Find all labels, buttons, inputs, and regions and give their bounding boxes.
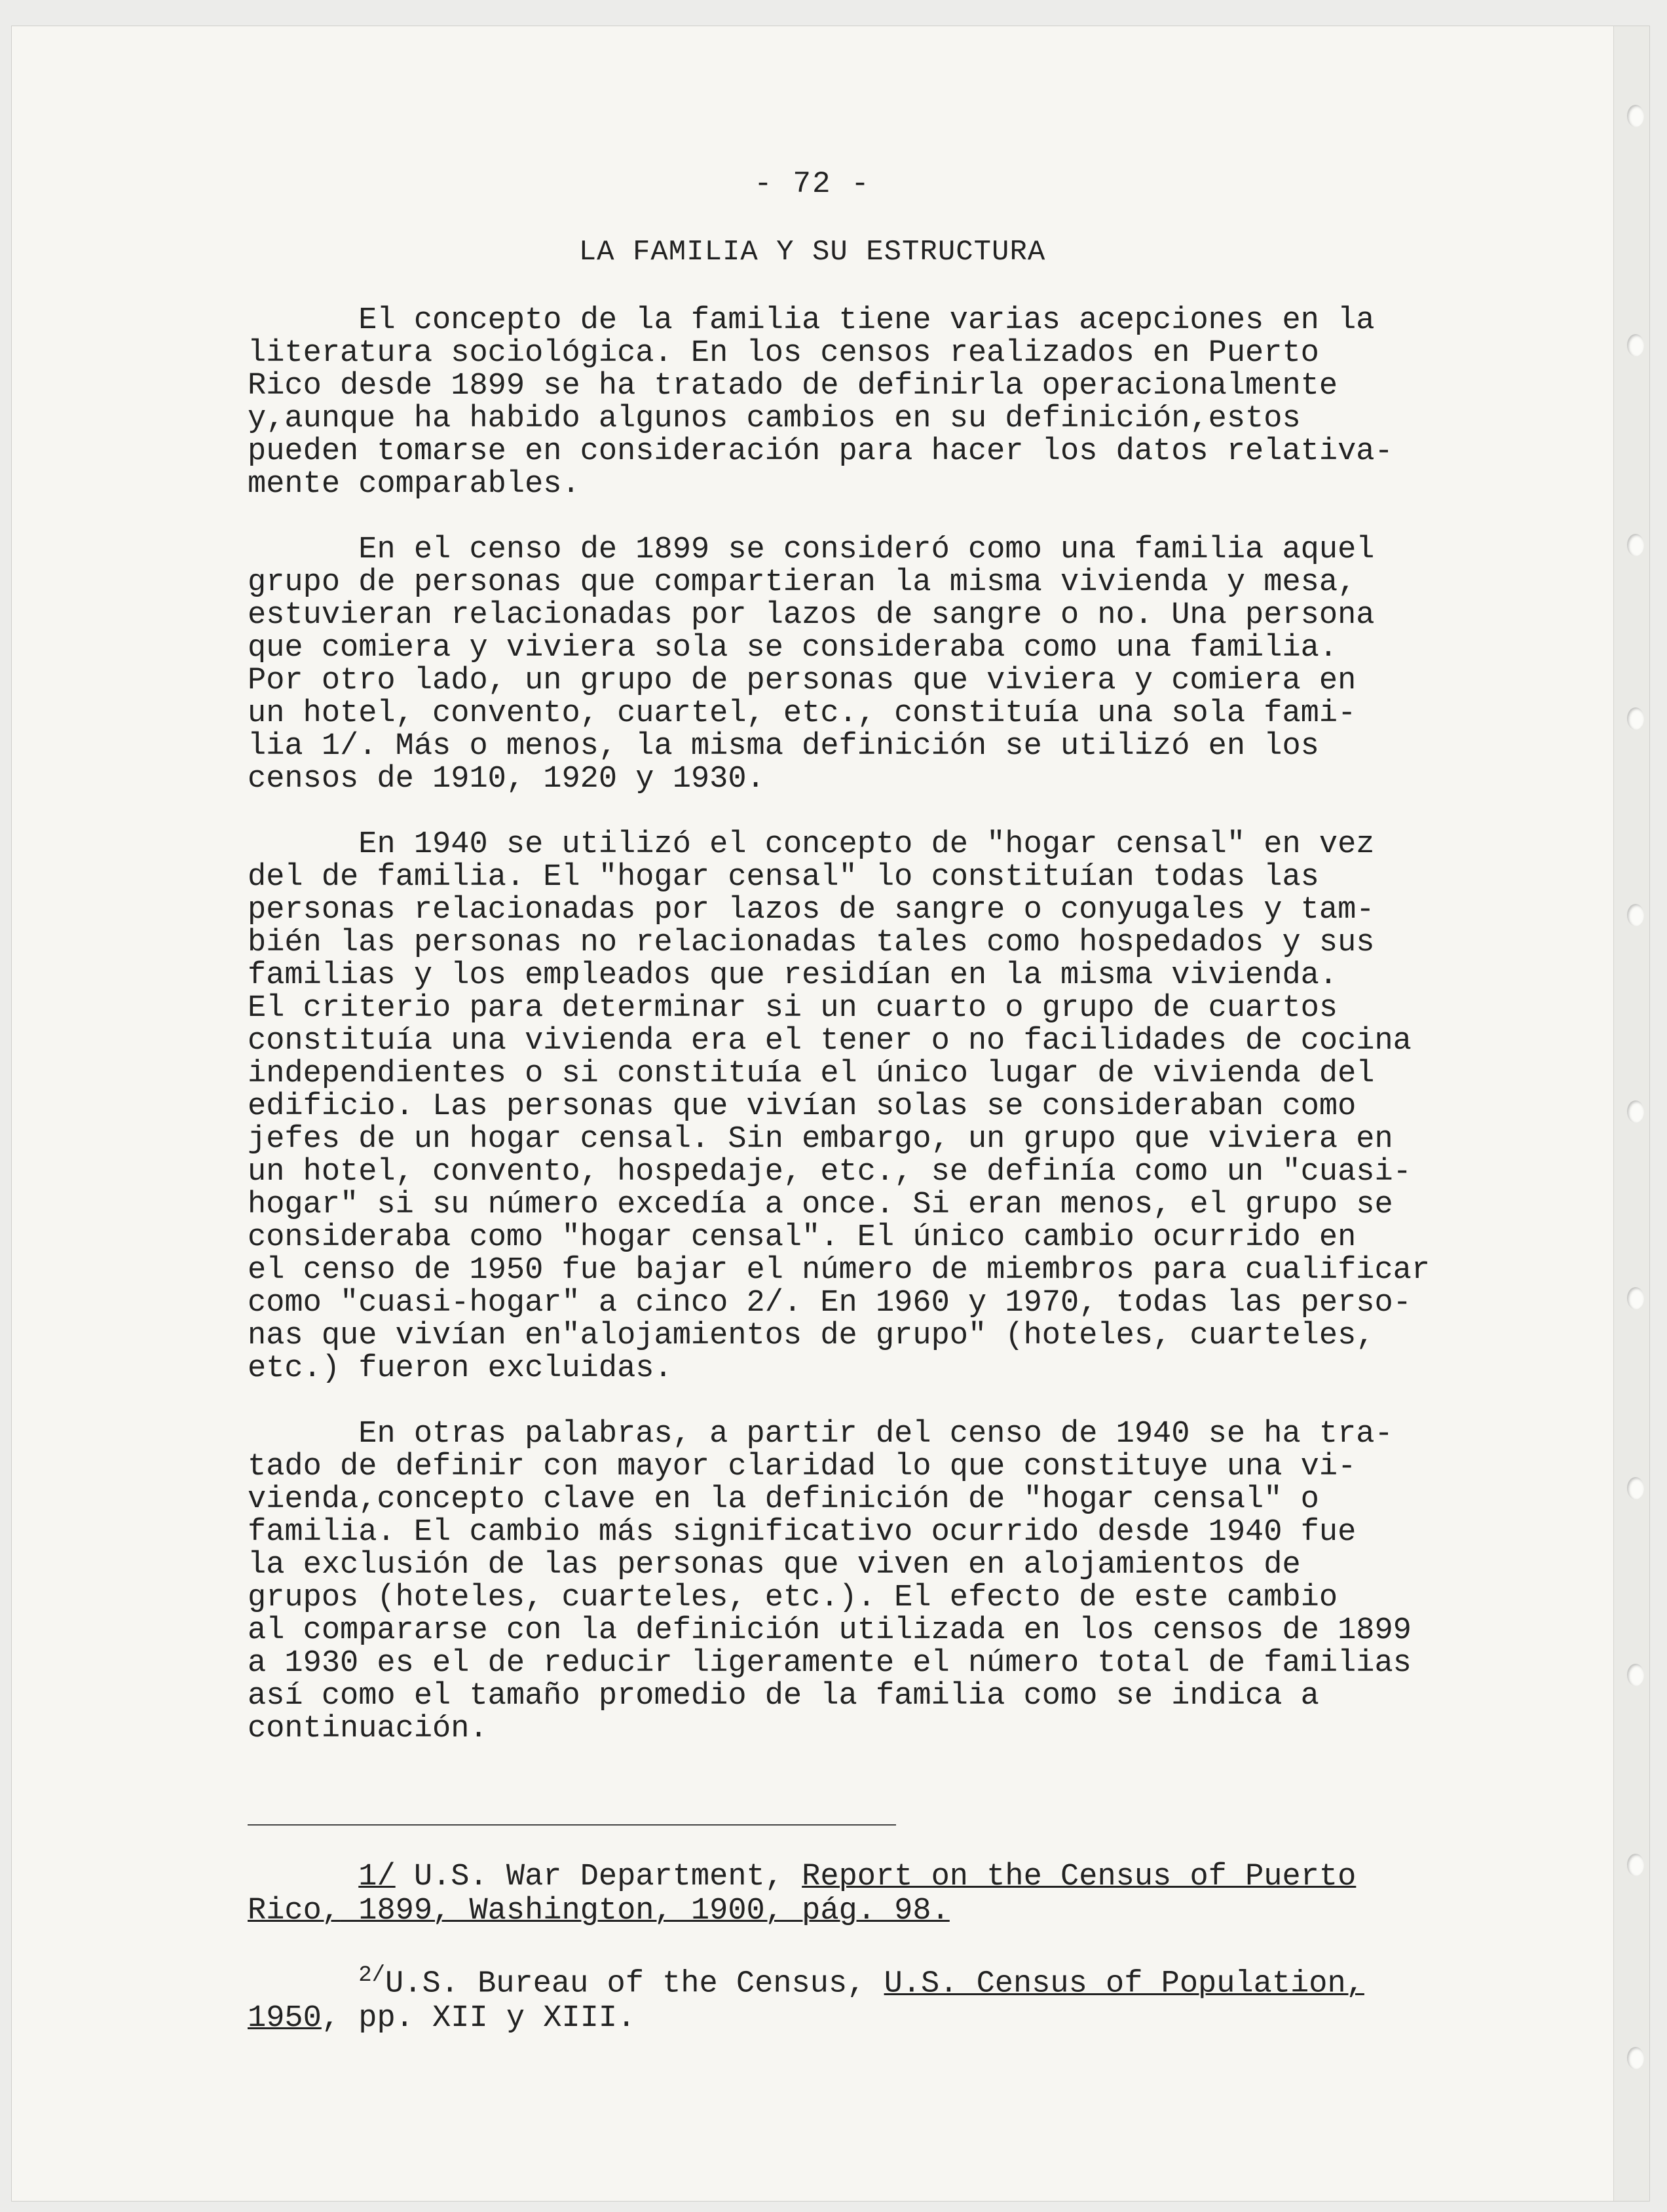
binder-hole: [1627, 1287, 1644, 1309]
binder-hole: [1627, 904, 1644, 926]
binder-hole: [1627, 334, 1644, 356]
footnote-2-rest: , pp. XII y XIII.: [321, 2000, 636, 2036]
binder-hole: [1627, 105, 1644, 127]
page-title: LA FAMILIA Y SU ESTRUCTURA: [578, 236, 1046, 269]
binder-hole: [1627, 1100, 1644, 1123]
paragraph-2: En el censo de 1899 se consideró como una familia aquel grupo de personas que compartieran la misma vivienda y mesa, estuvieran relacionadas por lazos de sangre o no. Una persona que comiera y viviera sola se consideraba como una familia. Por otro lado, un grupo de personas que viviera y comiera en un hotel, convento, cuartel, etc., constituía una sola fami- lia 1/. Más o menos, la misma definición se utilizó en los censos de 1910, 1920 y 1930.: [248, 533, 1375, 797]
footnote-1-rest: 1899, Washington, 1900, pág. 98.: [340, 1894, 950, 1928]
binder-hole: [1627, 1664, 1644, 1686]
footnote-2-author: U.S. Bureau of the Census,: [385, 1966, 884, 2002]
paragraph-1: El concepto de la familia tiene varias acepciones en la literatura sociológica. En los censos realizados en Puerto Rico desde 1899 se ha tratado de definirla operacionalmente y,aunque ha habido algunos cambios en su definición,estos pueden tomarse en consideración para hacer los datos relativa- mente comparables.: [248, 303, 1393, 502]
footnote-1-author: U.S. War Department,: [395, 1860, 802, 1894]
binder-edge: [1613, 26, 1649, 2201]
binder-hole: [1627, 707, 1644, 730]
page-number: - 72 -: [754, 167, 871, 201]
body-text: [248, 305, 1492, 1778]
footnote-1: [248, 1860, 1492, 1928]
footnote-2-title: U.S. Census of Population,: [884, 1966, 1364, 2002]
footnote-2: [248, 1959, 1492, 2036]
footnote-1-title-a: Report on the Census of Puerto: [802, 1860, 1357, 1894]
binder-hole: [1627, 1854, 1644, 1876]
footnote-1-marker: 1/: [358, 1860, 396, 1894]
footnote-2-year: 1950: [248, 2000, 322, 2036]
binder-hole: [1627, 1477, 1644, 1499]
footnotes: [248, 1860, 1492, 2066]
footnote-divider: [248, 1824, 896, 1826]
footnote-1-title-b: Rico,: [248, 1894, 341, 1928]
binder-hole: [1627, 2047, 1644, 2069]
binder-hole: [1627, 534, 1644, 556]
paragraph-4: En otras palabras, a partir del censo de 1940 se ha tra- tado de definir con mayor claridad lo que constituye una vi- vienda,concepto clave en la definición de "hogar censal" o familia. El cambio más significativo ocurrido desde 1940 fue la exclusión de las personas que viven en alojamientos de grupos (hoteles, cuarteles, etc.). El efecto de este cambio al compararse con la definición utilizada en los censos de 1899 a 1930 es el de reducir ligeramente el número total de familias así como el tamaño promedio de la familia como se indica a continuación.: [248, 1417, 1412, 1746]
paragraph-3: En 1940 se utilizó el concepto de "hogar censal" en vez del de familia. El "hogar censal" lo constituían todas las personas relacionadas por lazos de sangre o conyugales y tam- bién las personas no relacionadas tales como hospedados y sus familias y los empleados que residían en la misma vivienda. El criterio para determinar si un cuarto o grupo de cuartos constituía una vivienda era el tener o no facilidades de cocina independientes o si constituía el único lugar de vivienda del edificio. Las personas que vivían solas se consideraban como jefes de un hogar censal. Sin embargo, un grupo que viviera en un hotel, convento, hospedaje, etc., se definía como un "cuasi- hogar" si su número excedía a once. Si eran menos, el grupo se consideraba como "hogar censal". El único cambio ocurrido en el censo de 1950 fue bajar el número de miembros para cualificar como "cuasi-hogar" a cinco 2/. En 1960 y 1970, todas las perso- nas que vivían en"alojamientos de grupo" (hoteles, cuarteles, etc.) fueron excluidas.: [248, 827, 1431, 1386]
footnote-2-marker: 2/: [358, 1963, 386, 1988]
